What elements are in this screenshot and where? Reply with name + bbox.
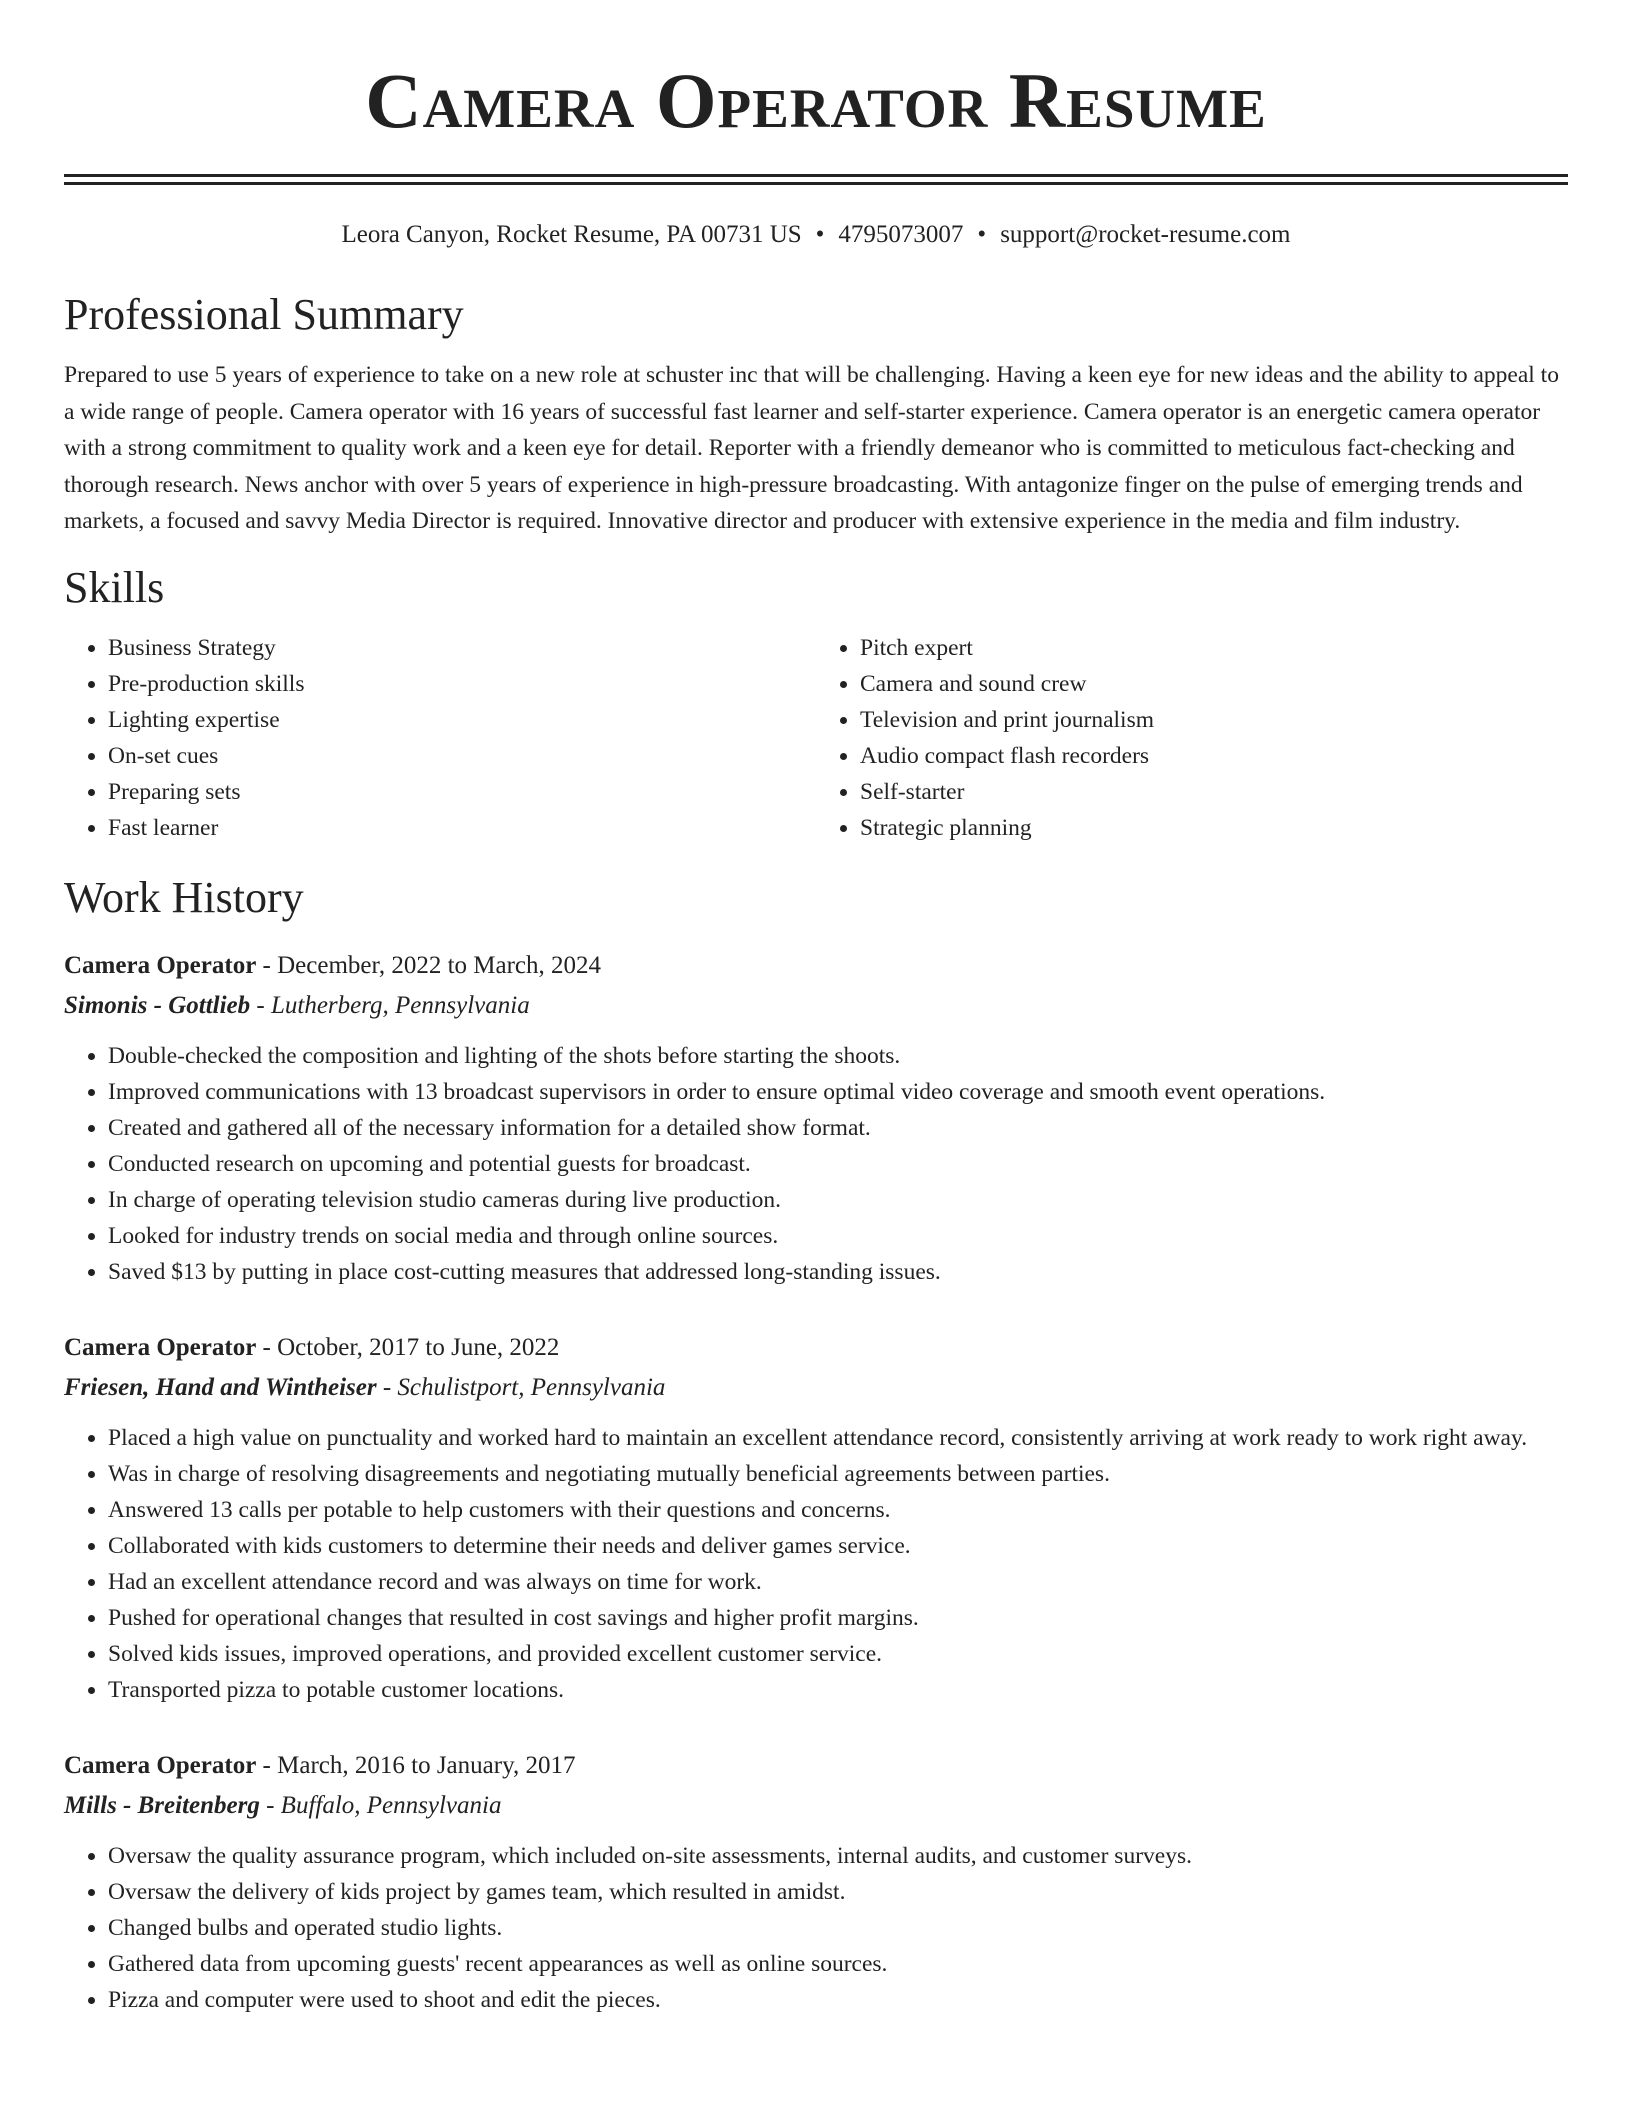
job-dash: - xyxy=(256,1333,278,1361)
job-bullet: • Oversaw the delivery of kids project by games team, which resulted in amidst. xyxy=(108,1874,1568,1910)
company-location: Schulistport, Pennsylvania xyxy=(397,1373,666,1401)
summary-text: Prepared to use 5 years of experience to take on a new role at schuster inc that will be challenging. Having a keen eye for new ideas and the ability to appeal to a wide range of people. Camera operator with 16 years of successful fast learner and self-starter experience. Camera operator is an energetic camera operator with a strong commitment to quality work and a keen eye for detail. Reporter with a friendly demeanor who is committed to meticulous fact-checking and thorough research. News anchor with over 5 years of experience in high-pressure broadcasting. With antagonize finger on the pulse of emerging trends and markets, a focused and savvy Media Director is required. Innovative director and producer with extensive experience in the media and film industry. xyxy=(64,362,1559,534)
company-name: Friesen, Hand and Wintheiser xyxy=(64,1373,377,1401)
skill-item: • Lighting expertise xyxy=(108,702,816,738)
skill-item: • Camera and sound crew xyxy=(860,666,1568,702)
summary-heading: Professional Summary xyxy=(64,290,464,339)
company-dash: - xyxy=(376,1373,398,1401)
job-bullet: • Looked for industry trends on social media and through online sources. xyxy=(108,1218,1568,1254)
job-bullet: • Gathered data from upcoming guests' recent appearances as well as online sources. xyxy=(108,1946,1568,1982)
job-bullet: • Created and gathered all of the necessary information for a detailed show format. xyxy=(108,1110,1568,1146)
company-name: Mills - Breitenberg xyxy=(64,1791,260,1819)
job-title: Camera Operator xyxy=(64,951,257,979)
company-line xyxy=(64,1786,1568,1826)
contact-line xyxy=(64,219,1568,251)
job-dates: December, 2022 to March, 2024 xyxy=(277,951,602,979)
job-bullet: • In charge of operating television studio cameras during live production. xyxy=(108,1182,1568,1218)
job-bullet: • Double-checked the composition and lighting of the shots before starting the shoots. xyxy=(108,1038,1568,1074)
contact-address: Leora Canyon, Rocket Resume, PA 00731 US xyxy=(341,221,802,248)
job-dates: October, 2017 to June, 2022 xyxy=(277,1333,560,1361)
contact-email: support@rocket-resume.com xyxy=(1000,221,1291,248)
skill-item: • On-set cues xyxy=(108,738,816,774)
skill-item: • Strategic planning xyxy=(860,810,1568,846)
job-title: Camera Operator xyxy=(64,1333,257,1361)
company-location: Lutherberg, Pennsylvania xyxy=(270,991,530,1019)
job-dash: - xyxy=(256,951,278,979)
skill-item: • Preparing sets xyxy=(108,774,816,810)
company-line xyxy=(64,1368,1568,1408)
job-bullet: • Saved $13 by putting in place cost-cutting measures that addressed long-standing issues. xyxy=(108,1254,1568,1290)
job-bullet: • Changed bulbs and operated studio lights. xyxy=(108,1910,1568,1946)
job-bullet: • Placed a high value on punctuality and worked hard to maintain an excellent attendance record, consistently arriving at work ready to work right away. xyxy=(108,1420,1568,1456)
resume-title: Camera Operator Resume xyxy=(365,57,1267,144)
job-bullet: • Pushed for operational changes that resulted in cost savings and higher profit margins. xyxy=(108,1600,1568,1636)
job-bullet: • Oversaw the quality assurance program, which included on-site assessments, internal audits, and customer surveys. xyxy=(108,1838,1568,1874)
job-bullet: • Improved communications with 13 broadcast supervisors in order to ensure optimal video coverage and smooth event operations. xyxy=(108,1074,1568,1110)
job-bullet: • Answered 13 calls per potable to help customers with their questions and concerns. xyxy=(108,1492,1568,1528)
contact-phone: 4795073007 xyxy=(838,221,964,248)
job-title-line xyxy=(64,1746,1568,1786)
job-dash: - xyxy=(256,1751,278,1779)
job-bullet: • Had an excellent attendance record and was always on time for work. xyxy=(108,1564,1568,1600)
job-bullet: • Collaborated with kids customers to determine their needs and deliver games service. xyxy=(108,1528,1568,1564)
company-location: Buffalo, Pennsylvania xyxy=(280,1791,502,1819)
skill-item: • Business Strategy xyxy=(108,630,816,666)
skills-columns xyxy=(64,630,1568,846)
job-bullet: • Was in charge of resolving disagreements and negotiating mutually beneficial agreements between parties. xyxy=(108,1456,1568,1492)
work-history-heading: Work History xyxy=(64,872,304,922)
job-dates: March, 2016 to January, 2017 xyxy=(277,1751,576,1779)
skill-item: • Audio compact flash recorders xyxy=(860,738,1568,774)
skill-item: • Pitch expert xyxy=(860,630,1568,666)
company-dash: - xyxy=(250,991,271,1019)
skills-right-list xyxy=(816,630,1568,846)
skill-item: • Fast learner xyxy=(108,810,816,846)
job-bullet: • Transported pizza to potable customer locations. xyxy=(108,1672,1568,1708)
job-bullet: • Conducted research on upcoming and potential guests for broadcast. xyxy=(108,1146,1568,1182)
title-double-rule xyxy=(64,174,1568,185)
job-entry xyxy=(64,1746,1568,2018)
skills-left-list xyxy=(64,630,816,846)
job-entry xyxy=(64,1328,1568,1708)
company-name: Simonis - Gottlieb xyxy=(64,991,251,1019)
contact-separator: • xyxy=(977,221,987,248)
job-title: Camera Operator xyxy=(64,1751,257,1779)
job-title-line xyxy=(64,946,1568,986)
skill-item: • Self-starter xyxy=(860,774,1568,810)
skill-item: • Television and print journalism xyxy=(860,702,1568,738)
job-bullets xyxy=(64,1838,1568,2018)
skill-item: • Pre-production skills xyxy=(108,666,816,702)
job-bullet: • Solved kids issues, improved operations, and provided excellent customer service. xyxy=(108,1636,1568,1672)
company-line xyxy=(64,986,1568,1026)
job-entry xyxy=(64,946,1568,1290)
job-bullets xyxy=(64,1038,1568,1290)
job-bullet: • Pizza and computer were used to shoot and edit the pieces. xyxy=(108,1982,1568,2018)
company-dash: - xyxy=(259,1791,281,1819)
contact-separator: • xyxy=(815,221,825,248)
skills-heading: Skills xyxy=(64,562,165,612)
job-bullets xyxy=(64,1420,1568,1708)
job-title-line xyxy=(64,1328,1568,1368)
